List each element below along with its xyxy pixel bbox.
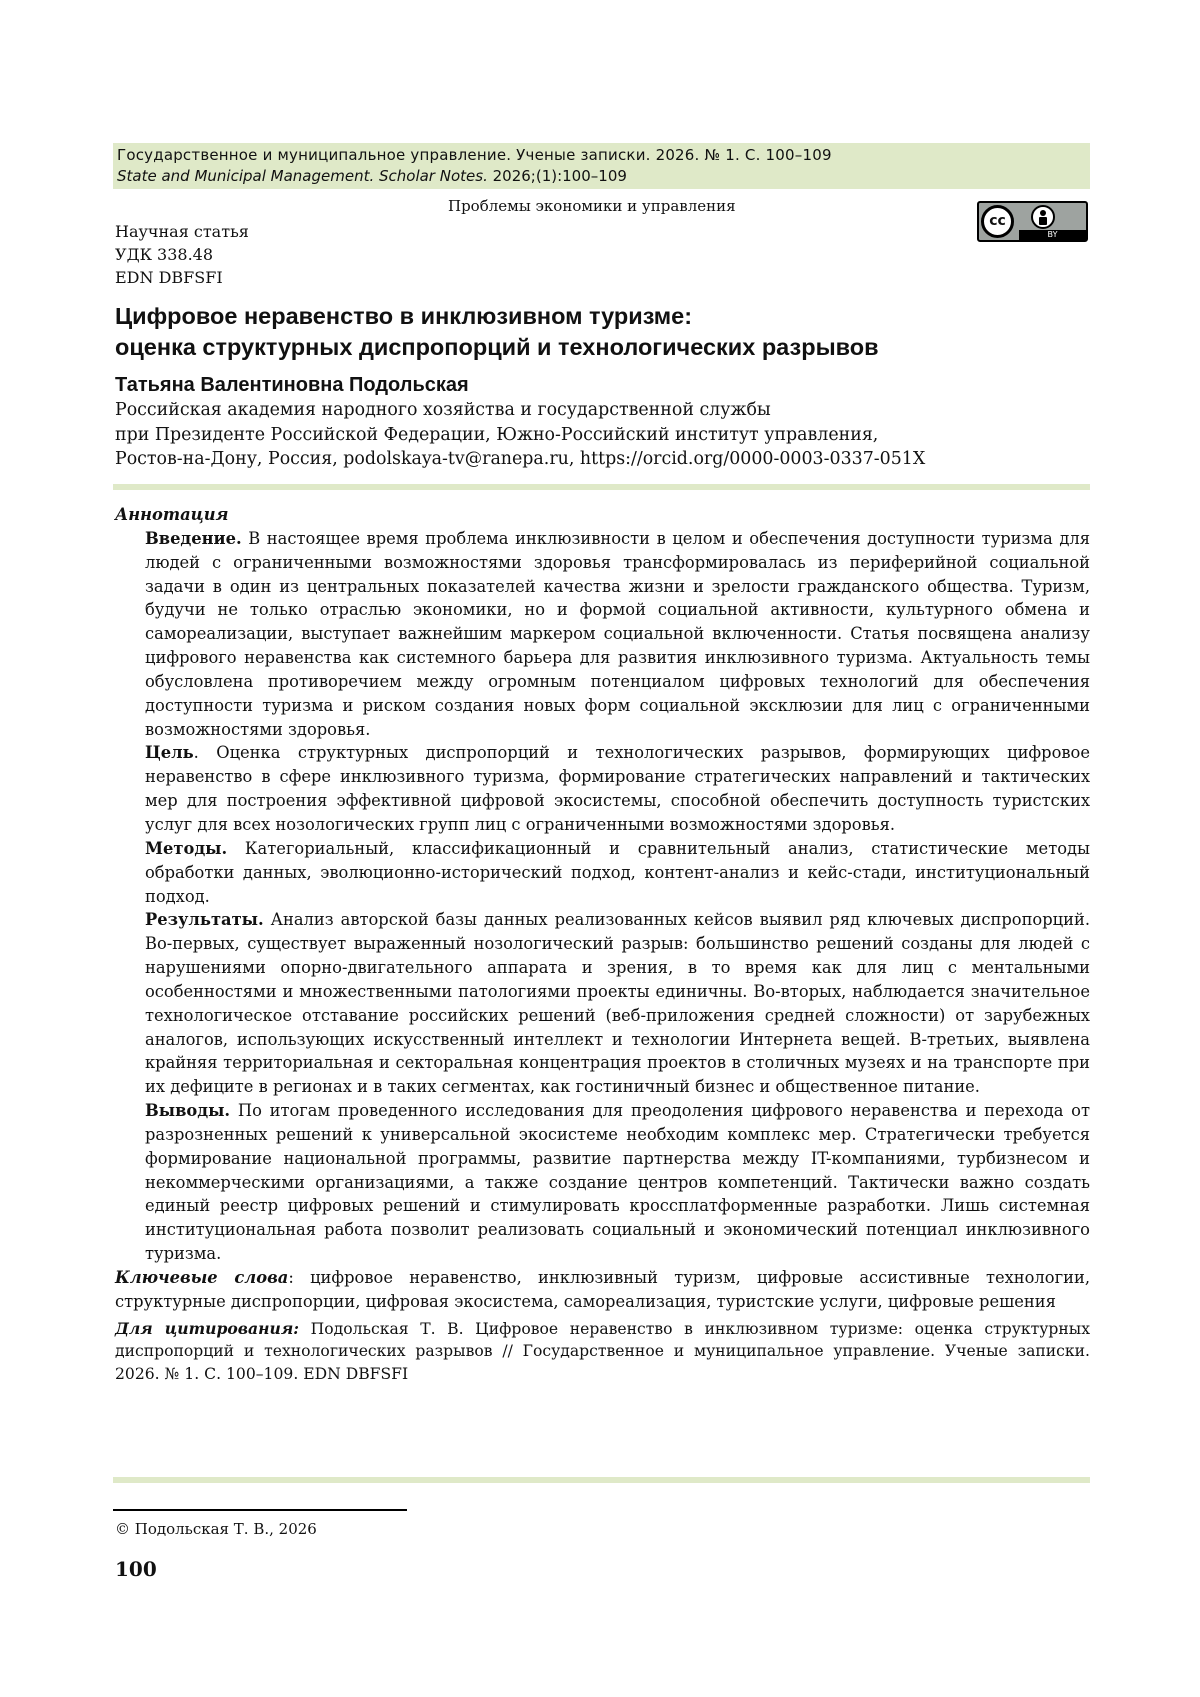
journal-title-en bbox=[117, 166, 1086, 186]
article-title-line-2: оценка структурных диспропорций и технологических разрывов bbox=[115, 334, 879, 360]
keywords-label: Ключевые слова bbox=[115, 1268, 289, 1287]
results-label: Результаты. bbox=[145, 910, 264, 930]
edn-code: EDN DBFSFI bbox=[115, 268, 223, 287]
results-text: Анализ авторской базы данных реализованных кейсов выявил ряд ключевых диспропорций. Во-первых, существует выраженный нозологический разрыв: большинство решений созданы для людей с нарушениями опорно-двигательного аппарата и зрения, в то время как для лиц с ментальными особенностями и множественными патологиями проекты единичны. Во-вторых, наблюдается значительное технологическое отставание российских решений (веб-приложения средней сложности) от зарубежных аналогов, использующих искусственный интеллект и технологии Интернета вещей. В-третьих, выявлена крайняя территориальная и секторальная концентрация проектов в столичных музеях и на транспорте при их дефиците в регионах и в таких сегментах, как гостиничный бизнес и общественное питание. bbox=[145, 910, 1090, 1097]
divider-top bbox=[113, 484, 1090, 490]
citation bbox=[115, 1318, 1090, 1386]
citation-label: Для цитирования: bbox=[115, 1318, 299, 1338]
affiliation-line-1: Российская академия народного хозяйства и государственной службы bbox=[115, 400, 771, 420]
citation-text: Подольская Т. В. Цифровое неравенство в инклюзивном туризме: оценка структурных диспропорций и технологических разрывов // Государственное и муниципальное управление. Ученые записки. 2026. № 1. С. 100–109. EDN DBFSFI bbox=[115, 1319, 1091, 1383]
methods-label: Методы. bbox=[145, 838, 228, 858]
article-type: Научная статья bbox=[115, 222, 249, 241]
abstract-heading: Аннотация bbox=[115, 505, 229, 524]
introduction-text: В настоящее время проблема инклюзивности в целом и обеспечения доступности туризма для людей с ограниченными возможностями здоровья трансформировалась из периферийной социальной задачи в один из центральных показателей качества жизни и зрелости гражданского общества. Туризм, будучи не только отраслью экономики, но и формой социальной активности, культурного обмена и самореализации, выступает важнейшим маркером социальной включенности. Статья посвящена анализу цифрового неравенства как системного барьера для развития инклюзивного туризма. Актуальность темы обусловлена противоречием между огромным потенциалом цифровых технологий для обеспечения доступности туризма и риском создания новых форм социальной эксклюзии для лиц с ограниченными возможностями здоровья. bbox=[145, 528, 1090, 739]
udk-code: УДК 338.48 bbox=[115, 245, 214, 264]
introduction-label: Введение. bbox=[145, 528, 242, 548]
footnote-rule bbox=[113, 1509, 407, 1511]
abstract-goal bbox=[145, 741, 1090, 836]
abstract-methods bbox=[145, 837, 1090, 909]
goal-text: . Оценка структурных диспропорций и технологических разрывов, формирующих цифровое неравенство в сфере инклюзивного туризма, формирование стратегических направлений и тактических мер для построения эффективной цифровой экосистемы, способной обеспечить доступность туристских услуг для всех нозологических групп лиц с ограниченными возможностями здоровья. bbox=[145, 743, 1090, 834]
abstract-introduction bbox=[145, 527, 1090, 742]
cc-logo-icon: cc bbox=[981, 205, 1014, 238]
abstract-conclusions bbox=[145, 1099, 1090, 1266]
abstract-block bbox=[115, 503, 1090, 1385]
conclusions-label: Выводы. bbox=[145, 1101, 231, 1121]
conclusions-text: По итогам проведенного исследования для преодоления цифрового неравенства и перехода от разрозненных решений к универсальной экосистеме необходим комплекс мер. Стратегически требуется формирование национальной программы, развитие партнерства между IT-компаниями, турбизнесом и некоммерческими организациями, а также создание центров компетенций. Тактически важно создать единый реестр цифровых решений и стимулировать кроссплатформенные разработки. Лишь системная институциональная работа позволит реализовать социальный и экономический потенциал инклюзивного туризма. bbox=[145, 1101, 1090, 1264]
section-name: Проблемы экономики и управления bbox=[448, 197, 736, 215]
author-affiliation bbox=[115, 398, 925, 472]
keywords-text: : цифровое неравенство, инклюзивный туризм, цифровые ассистивные технологии, структурные диспропорции, цифровая экосистема, самореализация, туристские услуги, цифровые решения bbox=[115, 1268, 1090, 1311]
divider-bottom bbox=[113, 1477, 1090, 1483]
copyright-notice: © Подольская Т. В., 2026 bbox=[115, 1520, 317, 1538]
journal-title-en-name: State and Municipal Management. Scholar Notes. bbox=[117, 167, 488, 185]
article-title bbox=[115, 301, 879, 363]
article-meta bbox=[115, 220, 249, 289]
article-title-line-1: Цифровое неравенство в инклюзивном туризме: bbox=[115, 303, 693, 329]
creative-commons-by-icon[interactable] bbox=[977, 201, 1088, 242]
methods-text: Категориальный, классификационный и сравнительный анализ, статистические методы обработки данных, эволюционно-исторический подход, контент-анализ и кейс-стади, институциональный подход. bbox=[145, 838, 1090, 906]
author-name: Татьяна Валентиновна Подольская bbox=[115, 374, 469, 396]
attribution-person-icon bbox=[1031, 205, 1055, 229]
abstract-results bbox=[145, 908, 1090, 1099]
by-label: BY bbox=[1019, 230, 1086, 240]
keywords bbox=[115, 1266, 1090, 1314]
journal-title-ru: Государственное и муниципальное управление. Ученые записки. 2026. № 1. С. 100–109 bbox=[117, 146, 832, 164]
journal-header-band bbox=[113, 143, 1090, 189]
affiliation-line-3: Ростов-на-Дону, Россия, podolskaya-tv@ranepa.ru, https://orcid.org/0000-0003-0337-051X bbox=[115, 449, 926, 469]
affiliation-line-2: при Президенте Российской Федерации, Южно-Российский институт управления, bbox=[115, 424, 879, 445]
page-number: 100 bbox=[115, 1557, 157, 1581]
journal-title-en-issue: 2026;(1):100–109 bbox=[487, 167, 627, 185]
goal-label: Цель bbox=[145, 743, 194, 763]
